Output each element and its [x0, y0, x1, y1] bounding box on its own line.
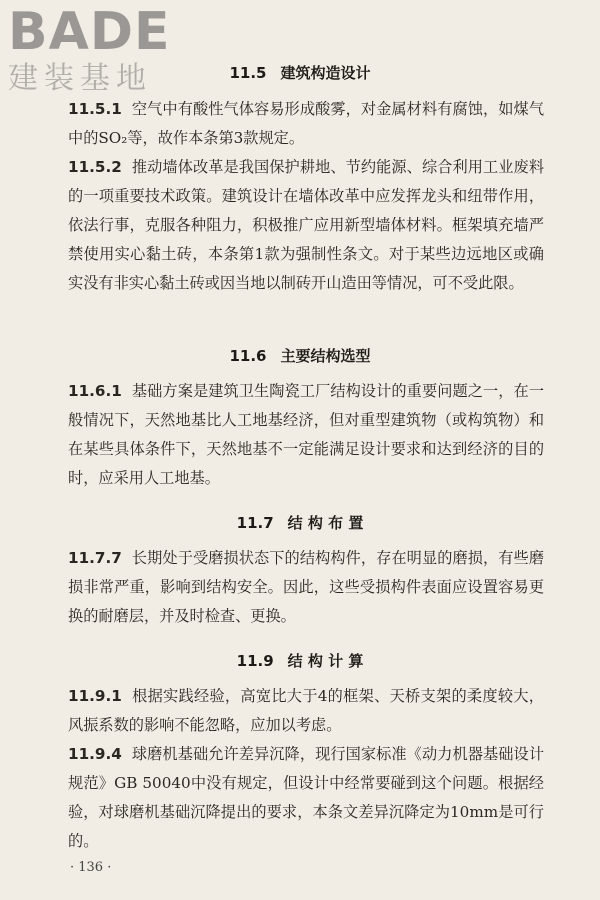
paragraph-text: 推动墙体改革是我国保护耕地、节约能源、综合利用工业废料的一项重要技术政策。建筑设计在墙体改革中应发挥龙头和纽带作用，依法行事，克服各种阻力，积极推广应用新型墙体材料。框架填充墙严禁使用实心黏土砖，本条第1款为强制性条文。对于某些边远地区或确实没有非实心黏土砖或因当地以制砖开山造田等情况，可不受此限。 — [68, 158, 544, 292]
paragraph-text: 球磨机基础允许差异沉降，现行国家标准《动力机器基础设计规范》GB 50040中没有规定，但设计中经常要碰到这个问题。根据经验，对球磨机基础沉降提出的要求，本条文差异沉降定为10mm是可行的。 — [68, 745, 544, 850]
paragraph-number: 11.5.1 — [68, 100, 122, 118]
paragraph — [68, 95, 544, 153]
paragraph — [68, 682, 544, 740]
section-heading — [0, 650, 600, 671]
section-title: 建筑构造设计 — [280, 64, 371, 82]
section-title: 结 构 计 算 — [287, 652, 364, 670]
paragraph — [68, 153, 544, 298]
paragraph-number: 11.9.1 — [68, 687, 122, 705]
paragraph — [68, 544, 544, 631]
paragraph-text: 长期处于受磨损状态下的结构构件，存在明显的磨损，有些磨损非常严重，影响到结构安全。因此，这些受损构件表面应设置容易更换的耐磨层，并及时检查、更换。 — [68, 549, 544, 625]
paragraph-number: 11.9.4 — [68, 745, 122, 763]
section-number: 11.7 — [236, 514, 274, 532]
paragraph-number: 11.7.7 — [68, 549, 122, 567]
paragraph-text: 根据实践经验，高宽比大于4的框架、天桥支架的柔度较大，风振系数的影响不能忽略，应加以考虑。 — [68, 687, 544, 734]
section-title: 结 构 布 置 — [287, 514, 364, 532]
logo-brand: BADE — [8, 2, 171, 62]
paragraph-number: 11.6.1 — [68, 382, 122, 400]
section-heading — [0, 62, 600, 83]
paragraph-text: 空气中有酸性气体容易形成酸雾，对金属材料有腐蚀，如煤气中的SO₂等，故作本条第3款规定。 — [68, 100, 544, 147]
paragraph-text: 基础方案是建筑卫生陶瓷工厂结构设计的重要问题之一，在一般情况下，天然地基比人工地基经济，但对重型建筑物（或构筑物）和在某些具体条件下，天然地基不一定能满足设计要求和达到经济的目的时，应采用人工地基。 — [68, 382, 544, 487]
section-number: 11.6 — [229, 347, 267, 365]
section-title: 主要结构选型 — [280, 347, 371, 365]
paragraph — [68, 740, 544, 856]
section-number: 11.5 — [229, 64, 267, 82]
section-heading — [0, 512, 600, 533]
page-number: · 136 · — [70, 860, 112, 875]
section-heading — [0, 345, 600, 366]
paragraph — [68, 377, 544, 493]
logo-subtitle: 建装基地 — [8, 61, 152, 96]
paragraph-number: 11.5.2 — [68, 158, 122, 176]
section-number: 11.9 — [236, 652, 274, 670]
